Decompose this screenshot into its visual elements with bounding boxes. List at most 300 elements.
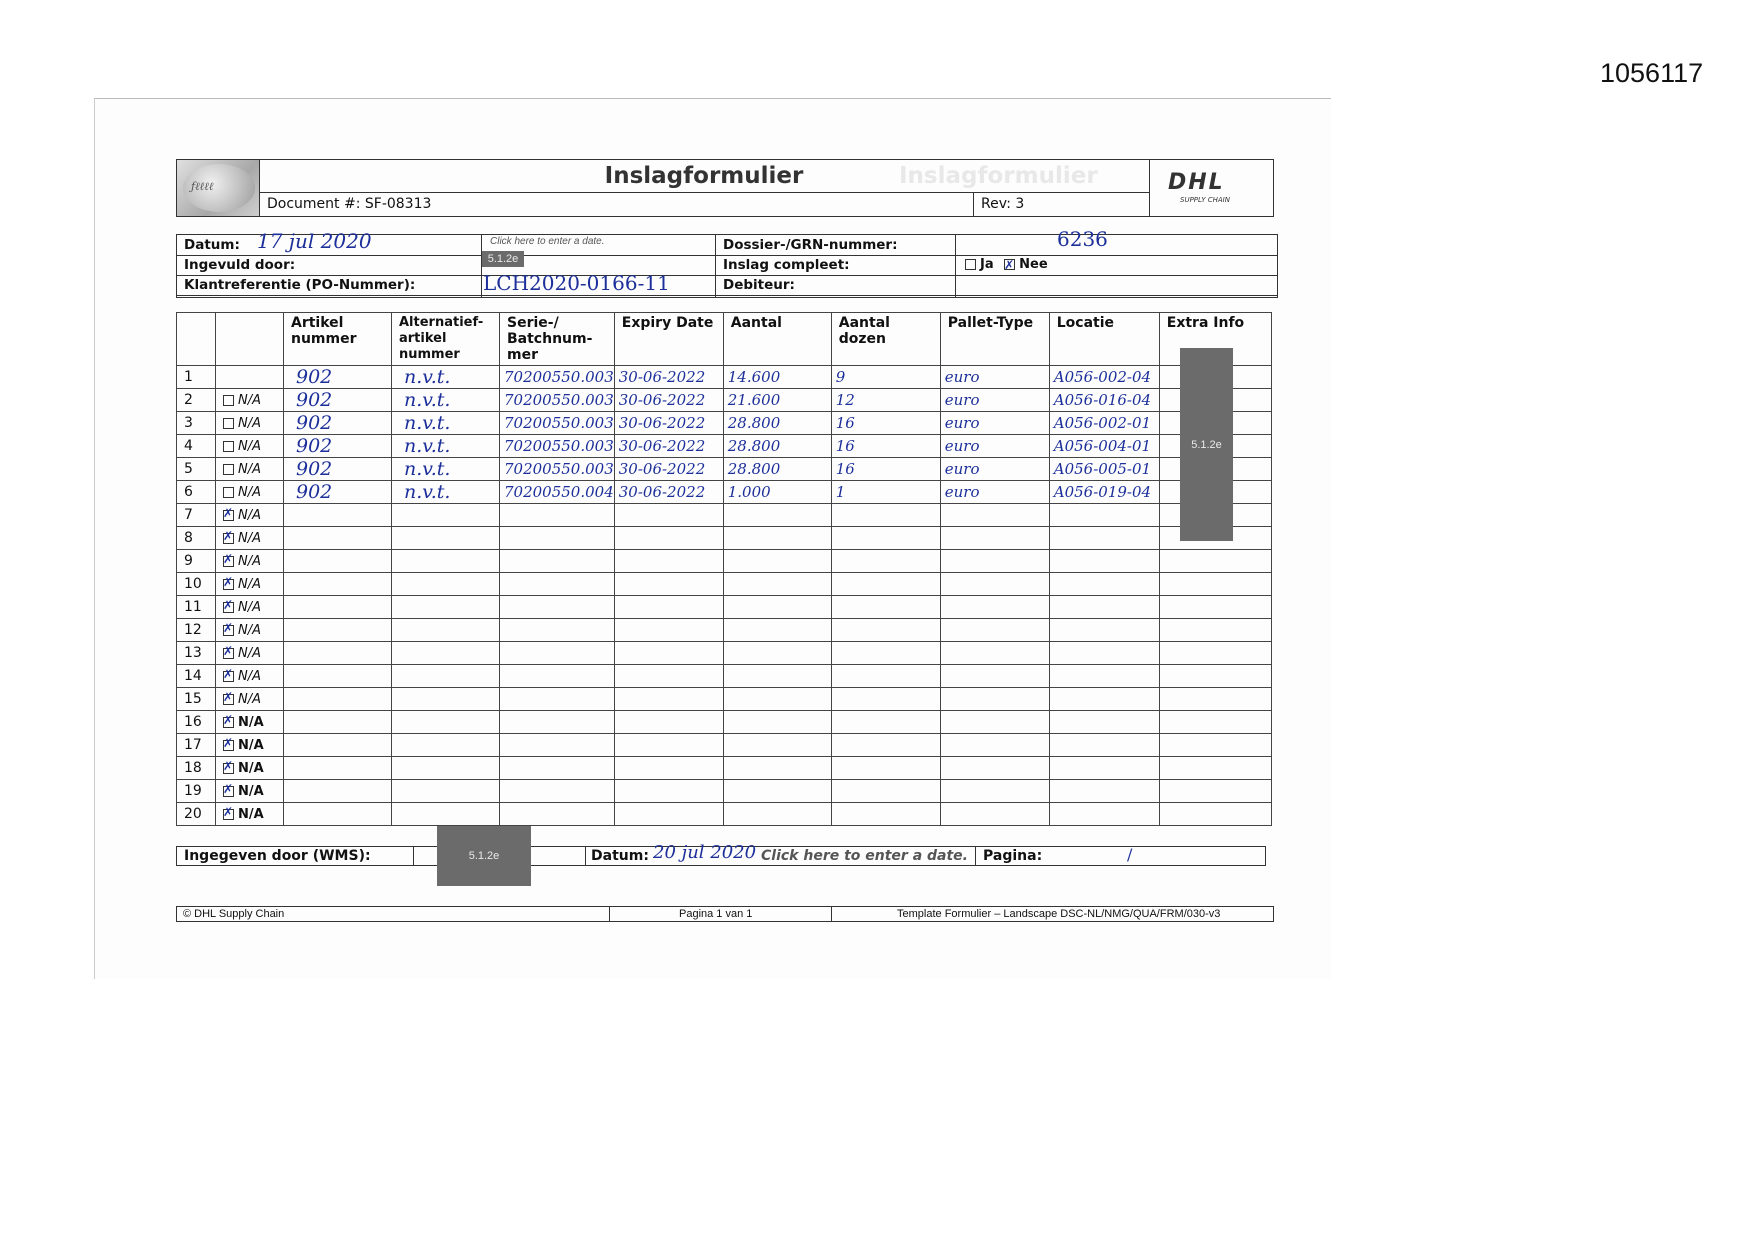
batch-cell[interactable]: 70200550.003 [500,412,615,435]
table-row [177,803,1272,826]
expiry-cell[interactable] [614,573,723,596]
locatie-cell[interactable] [1049,527,1159,550]
batch-cell[interactable] [500,573,615,596]
extra-info-cell[interactable] [1159,757,1271,780]
col-serie: Serie-/ Batchnum- mer [500,313,615,366]
batch-cell[interactable]: 70200550.003 [500,366,615,389]
aantal-cell[interactable]: 28.800 [723,458,831,481]
aantal-cell[interactable] [723,711,831,734]
locatie-cell[interactable] [1049,688,1159,711]
na-cell: N/A [216,389,284,412]
batch-cell[interactable]: 70200550.003 [500,435,615,458]
table-row [177,504,1272,527]
dozen-cell[interactable] [831,504,940,527]
row-number: 16 [177,711,216,734]
table-row [177,550,1272,573]
dozen-cell[interactable] [831,665,940,688]
pagina-label: Pagina: [983,848,1043,864]
pallet-cell[interactable] [940,504,1049,527]
pallet-cell[interactable] [940,757,1049,780]
na-cell: ✗ N/A [216,711,284,734]
row-number: 6 [177,481,216,504]
extra-info-cell[interactable] [1159,780,1271,803]
table-row [177,458,1272,481]
extra-info-cell[interactable] [1159,665,1271,688]
pallet-cell[interactable]: euro [940,435,1049,458]
alternatief-cell[interactable] [392,619,500,642]
na-cell: ✗ N/A [216,596,284,619]
pallet-cell[interactable] [940,688,1049,711]
alternatief-cell[interactable] [392,688,500,711]
dhl-logo-icon: DHL [1168,170,1225,195]
row-number: 4 [177,435,216,458]
batch-cell[interactable] [500,734,615,757]
na-cell: ✗ N/A [216,619,284,642]
na-cell: ✗ N/A [216,665,284,688]
na-cell [216,366,284,389]
artikel-cell[interactable]: 902 [284,481,392,504]
locatie-cell[interactable] [1049,803,1159,826]
table-row [177,757,1272,780]
row-number: 11 [177,596,216,619]
batch-cell[interactable] [500,780,615,803]
ja-checkbox[interactable] [965,259,976,270]
aantal-cell[interactable] [723,504,831,527]
nee-checkbox-checked[interactable] [1004,259,1015,270]
artikel-cell[interactable] [284,711,392,734]
expiry-cell[interactable]: 30-06-2022 [614,481,723,504]
artikel-cell[interactable] [284,734,392,757]
form-header [176,159,1274,217]
expiry-cell[interactable]: 30-06-2022 [614,366,723,389]
dozen-cell[interactable]: 16 [831,435,940,458]
pallet-cell[interactable] [940,665,1049,688]
alternatief-cell[interactable]: n.v.t. [392,481,500,504]
dozen-cell[interactable] [831,711,940,734]
aantal-cell[interactable] [723,642,831,665]
na-checkbox-checked[interactable] [223,786,234,797]
batch-cell[interactable] [500,504,615,527]
extra-info-cell[interactable] [1159,642,1271,665]
extra-info-cell[interactable] [1159,734,1271,757]
row-number: 19 [177,780,216,803]
document-id: 1056117 [1600,58,1704,88]
batch-cell[interactable] [500,688,615,711]
na-cell: ✗ N/A [216,734,284,757]
table-row [177,366,1272,389]
expiry-cell[interactable] [614,596,723,619]
dozen-cell[interactable] [831,573,940,596]
alternatief-cell[interactable]: n.v.t. [392,389,500,412]
klantreferentie-label: Klantreferentie (PO-Nummer): [184,277,416,293]
extra-info-cell[interactable] [1159,573,1271,596]
dozen-cell[interactable] [831,780,940,803]
expiry-cell[interactable] [614,550,723,573]
document-number: Document #: SF-08313 [267,196,432,212]
expiry-cell[interactable]: 30-06-2022 [614,458,723,481]
dozen-cell[interactable]: 12 [831,389,940,412]
expiry-cell[interactable] [614,619,723,642]
revision: Rev: 3 [981,196,1025,212]
alternatief-cell[interactable] [392,734,500,757]
locatie-cell[interactable] [1049,596,1159,619]
col-rownum [177,313,216,366]
aantal-cell[interactable]: 28.800 [723,435,831,458]
col-artikel: Artikel nummer [284,313,392,366]
row-number: 12 [177,619,216,642]
alternatief-cell[interactable] [392,780,500,803]
aantal-cell[interactable] [723,803,831,826]
dozen-cell[interactable] [831,734,940,757]
na-checkbox[interactable] [223,418,234,429]
locatie-cell[interactable]: A056-002-04 [1049,366,1159,389]
pallet-cell[interactable] [940,734,1049,757]
dozen-cell[interactable]: 9 [831,366,940,389]
pallet-cell[interactable] [940,596,1049,619]
expiry-cell[interactable] [614,504,723,527]
pallet-cell[interactable]: euro [940,412,1049,435]
klantreferentie-value[interactable]: LCH2020-0166-11 [483,271,670,295]
batch-cell[interactable] [500,711,615,734]
pallet-cell[interactable] [940,711,1049,734]
datum-label: Datum: [184,237,240,253]
alternatief-cell[interactable] [392,803,500,826]
locatie-cell[interactable] [1049,504,1159,527]
alternatief-cell[interactable]: n.v.t. [392,435,500,458]
aantal-cell[interactable]: 21.600 [723,389,831,412]
locatie-cell[interactable] [1049,757,1159,780]
row-number: 17 [177,734,216,757]
table-row [177,389,1272,412]
dozen-cell[interactable] [831,757,940,780]
na-checkbox-checked[interactable] [223,671,234,682]
expiry-cell[interactable] [614,757,723,780]
expiry-cell[interactable] [614,688,723,711]
row-number: 8 [177,527,216,550]
na-checkbox-checked[interactable] [223,625,234,636]
inslag-compleet-label: Inslag compleet: [723,257,850,273]
na-checkbox-checked[interactable] [223,579,234,590]
redaction-ingegeven-door: 5.1.2e [437,826,531,886]
table-row [177,412,1272,435]
na-cell: ✗ N/A [216,780,284,803]
extra-info-cell[interactable] [1159,711,1271,734]
pallet-cell[interactable] [940,573,1049,596]
ingegeven-label: Ingegeven door (WMS): [184,848,371,864]
batch-cell[interactable] [500,550,615,573]
locatie-cell[interactable] [1049,642,1159,665]
na-checkbox[interactable] [223,487,234,498]
alternatief-cell[interactable] [392,596,500,619]
na-checkbox-checked[interactable] [223,510,234,521]
locatie-cell[interactable] [1049,619,1159,642]
alternatief-cell[interactable] [392,665,500,688]
batch-cell[interactable] [500,803,615,826]
na-cell: N/A [216,412,284,435]
expiry-cell[interactable] [614,642,723,665]
extra-info-cell[interactable] [1159,550,1271,573]
batch-cell[interactable] [500,642,615,665]
form-title: Inslagformulier Inslagformulier [259,160,1149,193]
dozen-cell[interactable]: 16 [831,458,940,481]
dozen-cell[interactable] [831,803,940,826]
row-number: 3 [177,412,216,435]
table-row [177,665,1272,688]
na-checkbox-checked[interactable] [223,694,234,705]
artikel-cell[interactable] [284,688,392,711]
expiry-cell[interactable] [614,803,723,826]
bottom-date-placeholder[interactable]: Click here to enter a date. [761,848,968,864]
expiry-cell[interactable] [614,780,723,803]
alternatief-cell[interactable]: n.v.t. [392,366,500,389]
alternatief-cell[interactable] [392,504,500,527]
expiry-cell[interactable] [614,734,723,757]
alternatief-cell[interactable]: n.v.t. [392,458,500,481]
debiteur-label: Debiteur: [723,277,795,293]
batch-cell[interactable] [500,527,615,550]
pallet-cell[interactable]: euro [940,389,1049,412]
aantal-cell[interactable] [723,757,831,780]
alternatief-cell[interactable] [392,642,500,665]
dozen-cell[interactable]: 16 [831,412,940,435]
extra-info-cell[interactable] [1159,596,1271,619]
locatie-cell[interactable]: A056-004-01 [1049,435,1159,458]
table-row [177,619,1272,642]
table-row [177,573,1272,596]
locatie-cell[interactable] [1049,734,1159,757]
col-pallet: Pallet-Type [940,313,1049,366]
batch-cell[interactable]: 70200550.003 [500,389,615,412]
aantal-cell[interactable] [723,573,831,596]
artikel-cell[interactable]: 902 [284,366,392,389]
pallet-cell[interactable] [940,550,1049,573]
table-header-row [177,313,1272,366]
alternatief-cell[interactable] [392,757,500,780]
row-number: 20 [177,803,216,826]
redaction-ingevuld-door: 5.1.2e [482,251,524,267]
aantal-cell[interactable] [723,596,831,619]
na-cell: ✗ N/A [216,573,284,596]
batch-cell[interactable]: 70200550.003 [500,458,615,481]
pallet-cell[interactable] [940,642,1049,665]
col-na [216,313,284,366]
locatie-cell[interactable] [1049,665,1159,688]
ingevuld-label: Ingevuld door: [184,257,296,273]
locatie-cell[interactable] [1049,550,1159,573]
batch-cell[interactable] [500,757,615,780]
na-cell: ✗ N/A [216,642,284,665]
na-cell: ✗ N/A [216,550,284,573]
locatie-cell[interactable]: A056-005-01 [1049,458,1159,481]
pallet-cell[interactable]: euro [940,366,1049,389]
aantal-cell[interactable] [723,619,831,642]
pallet-cell[interactable]: euro [940,481,1049,504]
expiry-cell[interactable]: 30-06-2022 [614,435,723,458]
na-checkbox-checked[interactable] [223,717,234,728]
table-row [177,642,1272,665]
aantal-cell[interactable] [723,734,831,757]
logo-mark-icon: ƒℓℓℓℓ [191,180,214,193]
row-number: 7 [177,504,216,527]
artikel-cell[interactable] [284,780,392,803]
na-checkbox[interactable] [223,464,234,475]
footer-page: Pagina 1 van 1 [679,908,753,920]
locatie-cell[interactable]: A056-016-04 [1049,389,1159,412]
pallet-cell[interactable] [940,803,1049,826]
row-number: 13 [177,642,216,665]
batch-cell[interactable] [500,596,615,619]
aantal-cell[interactable]: 1.000 [723,481,831,504]
expiry-cell[interactable] [614,665,723,688]
artikel-cell[interactable]: 902 [284,389,392,412]
col-locatie: Locatie [1049,313,1159,366]
expiry-cell[interactable] [614,527,723,550]
row-number: 14 [177,665,216,688]
alternatief-cell[interactable] [392,550,500,573]
na-checkbox-checked[interactable] [223,648,234,659]
dozen-cell[interactable] [831,642,940,665]
na-cell: ✗ N/A [216,688,284,711]
extra-info-cell[interactable] [1159,619,1271,642]
dozen-cell[interactable]: 1 [831,481,940,504]
aantal-cell[interactable] [723,665,831,688]
artikel-cell[interactable] [284,642,392,665]
footer-template: Template Formulier – Landscape DSC-NL/NMG/QUA/FRM/030-v3 [897,908,1221,920]
alternatief-cell[interactable] [392,573,500,596]
row-number: 5 [177,458,216,481]
na-cell: ✗ N/A [216,527,284,550]
artikel-cell[interactable]: 902 [284,458,392,481]
row-number: 15 [177,688,216,711]
page-footer [176,906,1274,922]
inslag-compleet-options: Ja ✗ Nee [965,255,1048,275]
col-extra: Extra Info [1159,313,1271,366]
dossier-label: Dossier-/GRN-nummer: [723,237,898,253]
locatie-cell[interactable] [1049,780,1159,803]
pallet-cell[interactable] [940,527,1049,550]
table-row [177,435,1272,458]
artikel-cell[interactable] [284,527,392,550]
pallet-cell[interactable] [940,780,1049,803]
batch-cell[interactable]: 70200550.004 [500,481,615,504]
pagina-value[interactable]: / [1127,845,1133,864]
aantal-cell[interactable] [723,780,831,803]
redaction-extra-info: 5.1.2e [1180,348,1233,541]
col-aantal: Aantal [723,313,831,366]
dozen-cell[interactable] [831,688,940,711]
table-row [177,711,1272,734]
extra-info-cell[interactable] [1159,803,1271,826]
locatie-cell[interactable] [1049,711,1159,734]
na-cell: N/A [216,435,284,458]
batch-cell[interactable] [500,619,615,642]
table-row [177,734,1272,757]
artikel-cell[interactable] [284,757,392,780]
expiry-cell[interactable]: 30-06-2022 [614,412,723,435]
artikel-cell[interactable] [284,803,392,826]
artikel-cell[interactable] [284,504,392,527]
artikel-cell[interactable] [284,550,392,573]
row-number: 9 [177,550,216,573]
na-cell: N/A [216,481,284,504]
col-dozen: Aantal dozen [831,313,940,366]
bleed-through-title: Inslagformulier [899,163,1098,189]
table-row [177,596,1272,619]
inslag-table [176,312,1272,826]
dossier-value[interactable]: 6236 [1057,227,1108,251]
wms-entry-row [176,842,1266,866]
na-cell: N/A [216,458,284,481]
alternatief-cell[interactable] [392,527,500,550]
expiry-cell[interactable] [614,711,723,734]
na-checkbox-checked[interactable] [223,556,234,567]
locatie-cell[interactable]: A056-002-01 [1049,412,1159,435]
pallet-cell[interactable]: euro [940,458,1049,481]
na-checkbox-checked[interactable] [223,740,234,751]
company-logo [177,160,260,216]
dozen-cell[interactable] [831,619,940,642]
date-picker-placeholder[interactable]: Click here to enter a date. [490,236,605,247]
table-row [177,688,1272,711]
row-number: 18 [177,757,216,780]
dozen-cell[interactable] [831,596,940,619]
na-cell: ✗ N/A [216,504,284,527]
na-cell: ✗ N/A [216,757,284,780]
row-number: 10 [177,573,216,596]
alternatief-cell[interactable] [392,711,500,734]
artikel-cell[interactable]: 902 [284,435,392,458]
dhl-logo: DHL SUPPLY CHAIN [1149,160,1274,216]
pallet-cell[interactable] [940,619,1049,642]
na-checkbox-checked[interactable] [223,533,234,544]
footer-copyright: © DHL Supply Chain [183,908,285,920]
alternatief-cell[interactable]: n.v.t. [392,412,500,435]
locatie-cell[interactable] [1049,573,1159,596]
aantal-cell[interactable] [723,527,831,550]
aantal-cell[interactable]: 28.800 [723,412,831,435]
info-grid [176,227,1278,298]
expiry-cell[interactable]: 30-06-2022 [614,389,723,412]
artikel-cell[interactable] [284,665,392,688]
aantal-cell[interactable]: 14.600 [723,366,831,389]
na-checkbox-checked[interactable] [223,602,234,613]
artikel-cell[interactable] [284,596,392,619]
locatie-cell[interactable]: A056-019-04 [1049,481,1159,504]
table-row [177,527,1272,550]
dozen-cell[interactable] [831,527,940,550]
na-checkbox-checked[interactable] [223,809,234,820]
dozen-cell[interactable] [831,550,940,573]
artikel-cell[interactable]: 902 [284,412,392,435]
table-row [177,780,1272,803]
na-checkbox[interactable] [223,441,234,452]
artikel-cell[interactable] [284,573,392,596]
table-row [177,481,1272,504]
extra-info-cell[interactable] [1159,688,1271,711]
col-alternatief: Alternatief- artikel nummer [392,313,500,366]
bottom-datum-label: Datum: [591,848,649,864]
na-cell: ✗ N/A [216,803,284,826]
na-checkbox[interactable] [223,395,234,406]
artikel-cell[interactable] [284,619,392,642]
col-expiry: Expiry Date [614,313,723,366]
aantal-cell[interactable] [723,550,831,573]
na-checkbox-checked[interactable] [223,763,234,774]
aantal-cell[interactable] [723,688,831,711]
datum-value[interactable]: 17 jul 2020 [257,229,372,253]
bottom-datum-value[interactable]: 20 jul 2020 [653,842,757,863]
batch-cell[interactable] [500,665,615,688]
